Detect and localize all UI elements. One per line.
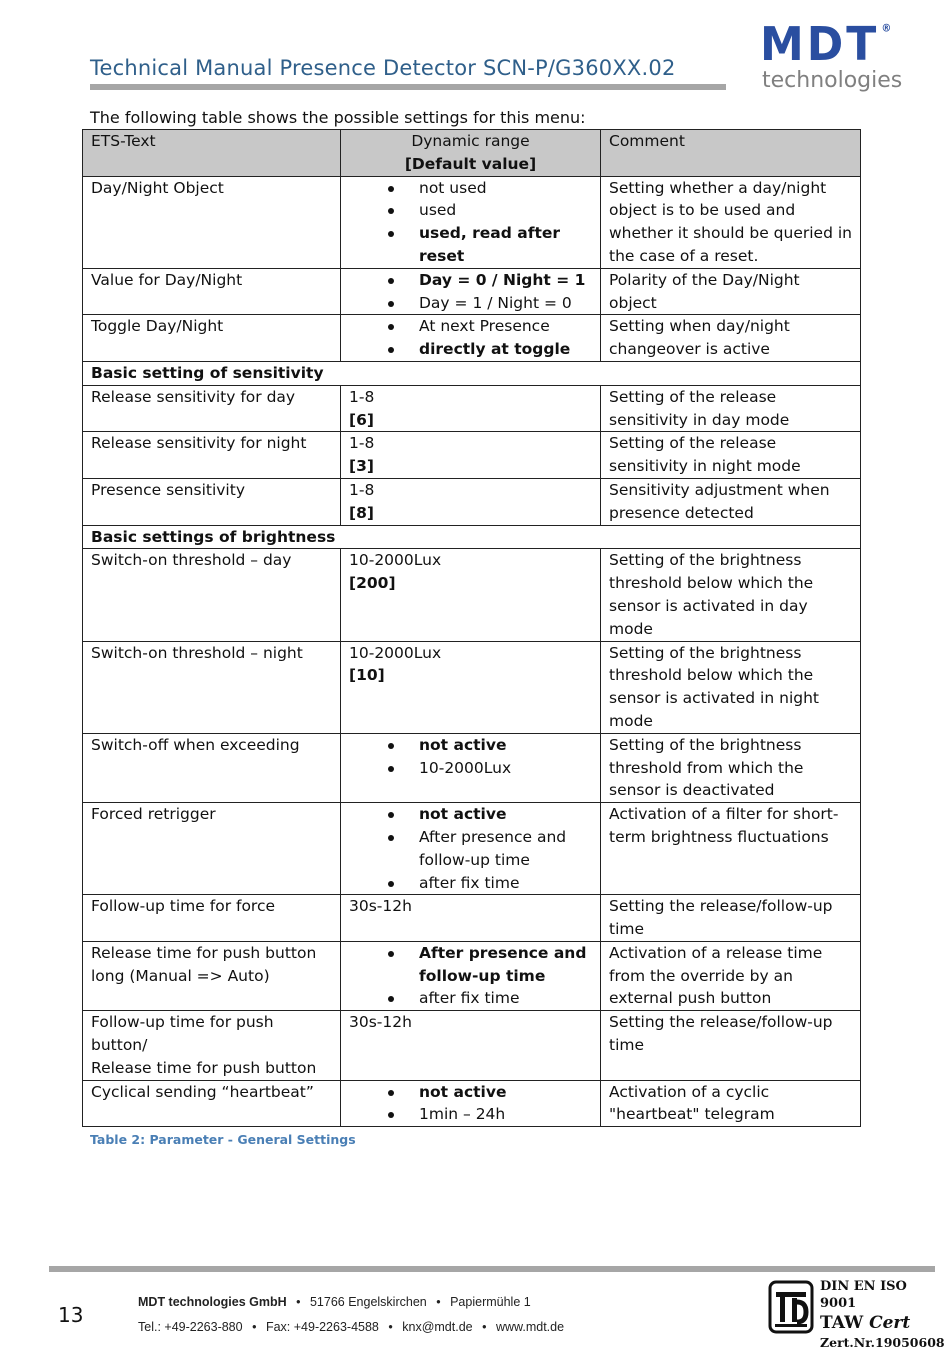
row-comment: Setting of the release sensitivity in night mode: [601, 432, 861, 479]
default-value: [200]: [349, 574, 396, 593]
option-item: after fix time: [349, 987, 592, 1010]
table-row: [83, 385, 861, 432]
row-options: [341, 1080, 601, 1127]
row-label: Release time for push button long (Manual => Auto): [83, 941, 341, 1010]
row-comment: Setting of the release sensitivity in day mode: [601, 385, 861, 432]
row-options: [341, 268, 601, 315]
parameter-table: [82, 129, 861, 1127]
title-underline: [90, 84, 726, 90]
option-item-default: not active: [349, 803, 592, 826]
footer-web: www.mdt.de: [495, 1320, 565, 1334]
row-label: Day/Night Object: [83, 176, 341, 268]
row-label-line: Release time for push button: [91, 1058, 317, 1077]
row-range: [341, 478, 601, 525]
row-comment: Sensitivity adjustment when presence detected: [601, 478, 861, 525]
table-row: [83, 941, 861, 1010]
footer-fax: Fax: +49-2263-4588: [265, 1320, 379, 1334]
logo-registered-mark: ®: [881, 23, 895, 35]
range-value: 1-8: [349, 480, 375, 499]
table-header-row: [83, 130, 861, 177]
logo-subtitle: technologies: [762, 68, 903, 93]
table-row: [83, 478, 861, 525]
row-label: Presence sensitivity: [83, 478, 341, 525]
option-item-default: After presence and follow-up time: [349, 942, 592, 988]
table-row: [83, 1011, 861, 1080]
row-label: Value for Day/Night: [83, 268, 341, 315]
row-comment: Polarity of the Day/Night object: [601, 268, 861, 315]
row-comment: Setting when day/night changeover is active: [601, 315, 861, 362]
header-comment: Comment: [601, 130, 861, 177]
range-value: 10-2000Lux: [349, 643, 442, 662]
mdt-logo: [760, 17, 908, 96]
option-item: 1min – 24h: [349, 1103, 592, 1126]
row-range: [341, 432, 601, 479]
row-comment: Setting the release/follow-up time: [601, 895, 861, 942]
cert-standard: DIN EN ISO 9001: [820, 1279, 907, 1311]
option-item: not used: [349, 177, 592, 200]
cert-number: Zert.Nr.19050608: [820, 1335, 945, 1350]
row-range: [341, 895, 601, 942]
row-label: Switch-on threshold – night: [83, 641, 341, 733]
row-range: [341, 641, 601, 733]
intro-text: The following table shows the possible settings for this menu:: [90, 108, 586, 127]
footer-bullet: •: [252, 1320, 257, 1334]
option-item: Day = 1 / Night = 0: [349, 292, 592, 315]
row-options: [341, 803, 601, 895]
table-row: [83, 803, 861, 895]
table-row: [83, 268, 861, 315]
row-label: Follow-up time for force: [83, 895, 341, 942]
option-item-default: directly at toggle: [349, 338, 592, 361]
range-value: 10-2000Lux: [349, 551, 442, 570]
logo-mark: MDT: [760, 17, 880, 72]
header-ets-text: ETS-Text: [83, 130, 341, 177]
section-heading: Basic settings of brightness: [83, 525, 861, 549]
footer-contact: [138, 1320, 564, 1334]
footer-bullet: •: [482, 1320, 487, 1334]
default-value: [8]: [349, 503, 374, 522]
row-options: [341, 315, 601, 362]
page-title: Technical Manual Presence Detector SCN-P/G360XX.02: [90, 56, 676, 80]
row-comment: Setting of the brightness threshold below which the sensor is activated in day mode: [601, 549, 861, 641]
section-row: [83, 361, 861, 385]
header-range-line2: [Default value]: [404, 154, 537, 173]
table-row: [83, 1080, 861, 1127]
option-item-default: not active: [349, 1081, 592, 1104]
row-comment: Setting whether a day/night object is to be used and whether it should be queried in the case of a reset.: [601, 176, 861, 268]
row-comment: Setting of the brightness threshold from which the sensor is deactivated: [601, 733, 861, 802]
section-heading: Basic setting of sensitivity: [83, 361, 861, 385]
cert-label: Cert: [869, 1313, 911, 1333]
row-label: Switch-on threshold – day: [83, 549, 341, 641]
row-range: [341, 385, 601, 432]
row-options: [341, 941, 601, 1010]
range-value: 30s-12h: [349, 897, 412, 916]
row-label: Cyclical sending “heartbeat”: [83, 1080, 341, 1127]
row-label: Toggle Day/Night: [83, 315, 341, 362]
default-value: [6]: [349, 410, 374, 429]
row-options: [341, 176, 601, 268]
certification-seal-icon: [768, 1280, 814, 1334]
section-row: [83, 525, 861, 549]
footer-city: 51766 Engelskirchen: [309, 1295, 427, 1309]
footer-bullet: •: [296, 1295, 301, 1309]
footer-email: knx@mdt.de: [402, 1320, 473, 1334]
certification-block: [768, 1278, 945, 1350]
footer-bullet: •: [436, 1295, 441, 1309]
header-range-line1: Dynamic range: [411, 132, 530, 150]
table-row: [83, 432, 861, 479]
range-value: 1-8: [349, 387, 375, 406]
row-comment: Activation of a release time from the override by an external push button: [601, 941, 861, 1010]
row-comment: Setting of the brightness threshold below which the sensor is activated in night mode: [601, 641, 861, 733]
row-label: Release sensitivity for day: [83, 385, 341, 432]
table-row: [83, 315, 861, 362]
option-item: At next Presence: [349, 315, 592, 338]
default-value: [3]: [349, 457, 374, 476]
option-item: 10-2000Lux: [349, 757, 592, 780]
footer-bullet: •: [388, 1320, 393, 1334]
cert-body: TAW: [820, 1313, 864, 1333]
row-range: [341, 549, 601, 641]
row-comment: Setting the release/follow-up time: [601, 1011, 861, 1080]
table-row: [83, 549, 861, 641]
table-caption: Table 2: Parameter - General Settings: [90, 1132, 356, 1147]
table-row: [83, 733, 861, 802]
row-label: Forced retrigger: [83, 803, 341, 895]
footer-company: MDT technologies GmbH: [138, 1295, 287, 1309]
footer-address: [138, 1295, 531, 1309]
range-value: 1-8: [349, 434, 375, 453]
row-options: [341, 733, 601, 802]
row-range: [341, 1011, 601, 1080]
footer-street: Papiermühle 1: [450, 1295, 531, 1309]
option-item-default: Day = 0 / Night = 1: [349, 269, 592, 292]
option-item: after fix time: [349, 872, 592, 895]
page-number: 13: [58, 1303, 84, 1327]
row-comment: Activation of a filter for short-term brightness fluctuations: [601, 803, 861, 895]
table-row: [83, 895, 861, 942]
option-item-default: used, read after reset: [349, 222, 592, 268]
table-row: [83, 176, 861, 268]
range-value: 30s-12h: [349, 1013, 412, 1032]
option-item: After presence and follow-up time: [349, 826, 592, 872]
footer-tel: Tel.: +49-2263-880: [138, 1320, 243, 1334]
row-label: [83, 1011, 341, 1080]
row-label: Switch-off when exceeding: [83, 733, 341, 802]
header-dynamic-range: [341, 130, 601, 177]
option-item-default: not active: [349, 734, 592, 757]
table-row: [83, 641, 861, 733]
option-item: used: [349, 199, 592, 222]
row-label: Release sensitivity for night: [83, 432, 341, 479]
row-comment: Activation of a cyclic "heartbeat" telegram: [601, 1080, 861, 1127]
row-label-line: Follow-up time for push button/: [91, 1013, 274, 1055]
footer-divider: [49, 1266, 935, 1272]
default-value: [10]: [349, 666, 385, 685]
